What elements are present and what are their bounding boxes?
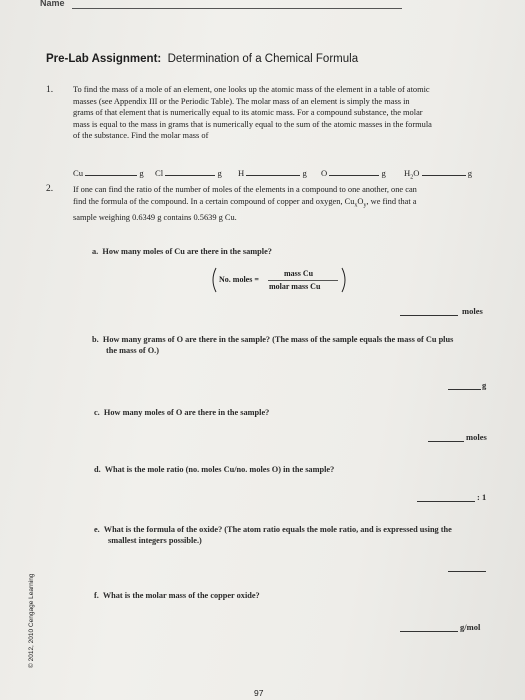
unit-label: g	[139, 168, 144, 178]
oxygen-symbol: O	[357, 196, 364, 206]
formula-left: No. moles =	[219, 275, 259, 284]
answer-blank[interactable]	[85, 168, 137, 176]
name-label: Name	[40, 0, 65, 8]
answer-line-a[interactable]	[400, 315, 458, 316]
answer-line-e[interactable]	[448, 571, 486, 572]
part-letter: c.	[94, 408, 100, 417]
part-line: the mass of O.)	[106, 346, 160, 356]
unit-moles: moles	[466, 432, 487, 442]
molar-mass-o	[321, 168, 386, 178]
q1-line: To find the mass of a mole of an element, one looks up the atomic mass of the element in a table of atomic	[73, 85, 430, 94]
q1-line: of the substance. Find the molar mass of	[73, 131, 209, 141]
part-f-question	[94, 590, 260, 601]
q2-line2-end: , we find that a	[366, 196, 417, 206]
part-line: smallest integers possible.)	[108, 536, 202, 546]
unit-label: g	[302, 168, 307, 178]
molar-mass-h	[238, 168, 307, 178]
answer-blank[interactable]	[246, 168, 300, 176]
part-line	[94, 524, 452, 535]
part-a-question	[92, 246, 272, 257]
q1-line: masses (see Appendix III or the Periodic Table). The molar mass of an element is simply the mass in	[73, 96, 410, 106]
part-letter: a.	[92, 247, 99, 256]
q2-line: sample weighing 0.6349 g contains 0.5639 g Cu.	[73, 212, 237, 222]
part-letter: b.	[92, 335, 99, 344]
subscript-x: x	[354, 202, 358, 209]
element-symbol: Cu	[73, 168, 84, 178]
unit-moles: moles	[462, 306, 483, 316]
part-text: How many grams of O are there in the sample? (The mass of the sample equals the mass of Cu plus	[102, 335, 454, 344]
q2-line	[73, 196, 417, 212]
part-text: How many moles of Cu are there in the sample?	[102, 247, 272, 256]
answer-blank[interactable]	[422, 168, 466, 176]
unit-grams: g	[482, 380, 487, 390]
part-text: What is the mole ratio (no. moles Cu/no. moles O) in the sample?	[104, 465, 335, 474]
unit-label: g	[467, 168, 473, 178]
q1-number: 1.	[46, 85, 54, 95]
name-line	[72, 8, 402, 9]
element-symbol: H	[238, 168, 245, 178]
element-symbol: O	[413, 168, 420, 178]
unit-label: g	[381, 168, 386, 178]
q1-text	[73, 84, 432, 142]
title-text: Determination of a Chemical Formula	[167, 53, 359, 65]
answer-line-f[interactable]	[400, 631, 458, 632]
part-letter: e.	[94, 525, 100, 534]
molar-mass-cl	[155, 168, 222, 178]
part-e-question	[94, 524, 452, 547]
element-symbol: Cl	[155, 168, 164, 178]
q2-line2-text: find the formula of the compound. In a certain compound of copper and oxygen, Cu	[73, 196, 355, 206]
title-label: Pre-Lab Assignment:	[46, 53, 162, 65]
answer-blank[interactable]	[165, 168, 215, 176]
part-b-question	[92, 334, 453, 357]
q1-line: grams of that element that is numerically equal to its atomic mass. For a compound substance, the molar	[73, 108, 423, 118]
element-subscript: 2	[410, 174, 414, 181]
q2-line: If one can find the ratio of the number of moles of the elements in a compound to one another, one can	[73, 185, 417, 194]
part-text: How many moles of O are there in the sample?	[103, 408, 270, 417]
answer-blank[interactable]	[329, 168, 379, 176]
page-title	[46, 53, 358, 65]
q1-line: mass is equal to the mass in grams that is numerically equal to the sum of the atomic masses in the formula	[73, 119, 432, 129]
unit-g-per-mol: g/mol	[460, 622, 481, 632]
part-line	[92, 334, 453, 345]
formula-numerator: mass Cu	[284, 269, 314, 278]
part-letter: f.	[94, 591, 99, 600]
element-symbol: H	[404, 168, 411, 178]
page-number: 97	[254, 688, 264, 698]
q2-number: 2.	[46, 184, 54, 194]
unit-label: g	[217, 168, 222, 178]
element-symbol: O	[321, 168, 328, 178]
formula-denominator: molar mass Cu	[269, 282, 321, 291]
q2-text	[73, 184, 417, 223]
answer-line-b[interactable]	[448, 389, 481, 390]
part-c-question	[94, 407, 269, 418]
part-d-question	[94, 464, 334, 475]
answer-line-c[interactable]	[428, 441, 464, 442]
subscript-y: y	[363, 202, 367, 209]
part-text: What is the formula of the oxide? (The atom ratio equals the mole ratio, and is expressed using the	[103, 525, 452, 534]
answer-line-d[interactable]	[417, 501, 475, 502]
ratio-label: : 1	[477, 492, 487, 502]
copyright-notice: © 2012, 2010 Cengage Learning	[28, 573, 35, 668]
moles-formula	[210, 266, 348, 294]
part-text: What is the molar mass of the copper oxide?	[102, 591, 260, 600]
molar-mass-h2o	[404, 168, 472, 181]
molar-mass-cu	[73, 168, 144, 178]
part-letter: d.	[94, 465, 101, 474]
